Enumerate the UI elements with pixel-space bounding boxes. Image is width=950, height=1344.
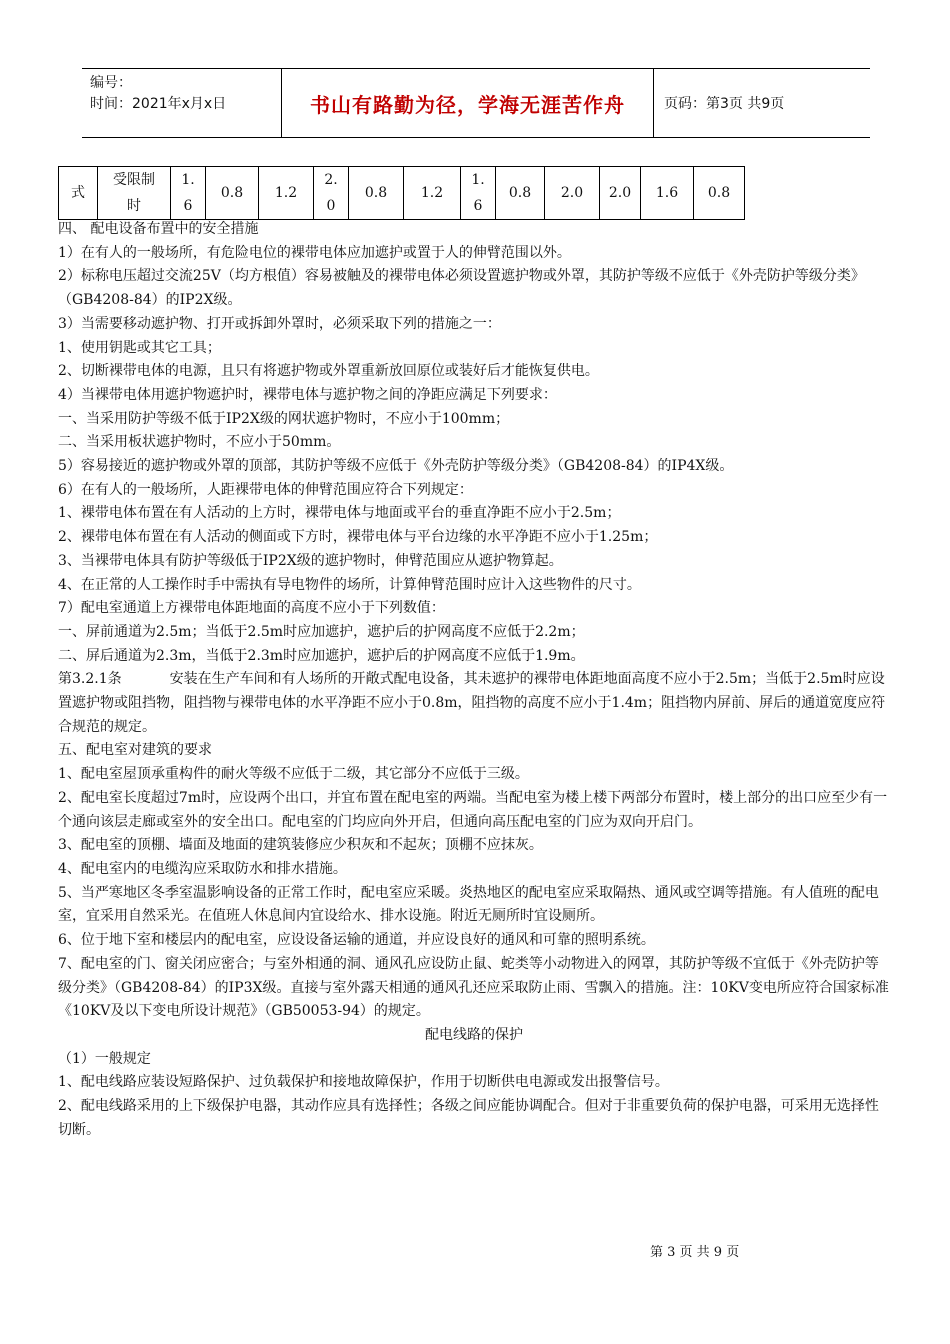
document-body (58, 218, 890, 1142)
table-cell: 0.8 (694, 167, 745, 220)
subsection-heading: （1）一般规定 (58, 1050, 151, 1067)
paragraph: 6）在有人的一般场所，人距裸带电体的伸臂范围应符合下列规定： (58, 481, 473, 498)
paragraph: 4、在正常的人工操作时手中需执有导电物件的场所，计算伸臂范围时应计入这些物件的尺寸。 (58, 576, 641, 593)
section-heading: 五、配电室对建筑的要求 (58, 742, 212, 759)
header-page-info: 页码：第3页 共9页 (664, 96, 785, 112)
paragraph: 一、屏前通道为2.5m；当低于2.5m时应加遮护，遮护后的护网高度不应低于2.2m； (58, 623, 585, 640)
paragraph: 二、当采用板状遮护物时，不应小于50mm。 (58, 434, 341, 451)
article-paragraph (58, 668, 890, 739)
table-cell: 2. 0 (314, 167, 349, 220)
paragraph: 3、配电室的顶棚、墙面及地面的建筑装修应少积灰和不起灰；顶棚不应抹灰。 (58, 837, 543, 854)
paragraph: 7、配电室的门、窗关闭应密合；与室外相通的洞、通风孔应设防止鼠、蛇类等小动物进入的网罩，其防护等级不宜低于《外壳防护等级分类》（GB4208-84）的IP3X级。直接与室外露天相通的通风孔还应采取防止雨、雪飘入的措施。注：10KV变电所应符合国家标准《10KV及以下变电所设计规范》（GB50053-94）的规定。 (58, 955, 889, 1020)
article-label: 第3.2.1条 (58, 671, 122, 688)
table-cell: 式 (59, 167, 98, 220)
paragraph: 二、屏后通道为2.3m，当低于2.3m时应加遮护，遮护后的护网高度不应低于1.9m。 (58, 647, 585, 664)
paragraph: 1、配电室屋顶承重构件的耐火等级不应低于二级，其它部分不应低于三级。 (58, 766, 529, 783)
paragraph: 1、裸带电体布置在有人活动的上方时，裸带电体与地面或平台的垂直净距不应小于2.5m； (58, 505, 621, 522)
table-cell: 0.8 (206, 167, 259, 220)
paragraph: 5、当严寒地区冬季室温影响设备的正常工作时，配电室应采暖。炎热地区的配电室应采取隔热、通风或空调等措施。有人值班的配电室，宜采用自然采光。在值班人休息间内宜设给水、排水设施。附近无厕所时宜设厕所。 (58, 884, 879, 925)
header-motto: 书山有路勤为径，学海无涯苦作舟 (310, 92, 625, 117)
paragraph: 3）当需要移动遮护物、打开或拆卸外罩时，必须采取下列的措施之一： (58, 315, 501, 332)
paragraph: 7）配电室通道上方裸带电体距地面的高度不应小于下列数值： (58, 600, 445, 617)
table-cell: 1.2 (404, 167, 461, 220)
paragraph: 2、配电室长度超过7m时，应设两个出口，并宜布置在配电室的两端。当配电室为楼上楼下两部分布置时，楼上部分的出口应至少有一个通向该层走廊或室外的安全出口。配电室的门均应向外开启，但通向高压配电室的门应为双向开启门。 (58, 789, 888, 830)
paragraph: 1、使用钥匙或其它工具； (58, 339, 221, 356)
document-date: 时间：2021年x月x日 (90, 96, 227, 112)
table-cell: 1. 6 (171, 167, 206, 220)
paragraph: 6、位于地下室和楼层内的配电室，应设设备运输的通道，并应设良好的通风和可靠的照明系统。 (58, 932, 655, 949)
paragraph: 2、配电线路采用的上下级保护电器，其动作应具有选择性；各级之间应能协调配合。但对于非重要负荷的保护电器，可采用无选择性切断。 (58, 1098, 879, 1138)
table-cell: 1. 6 (461, 167, 496, 220)
table-cell: 受限制 时 (98, 167, 171, 220)
paragraph: 3、当裸带电体具有防护等级低于IP2X级的遮护物时，伸臂范围应从遮护物算起。 (58, 552, 563, 569)
paragraph: 2）标称电压超过交流25V（均方根值）容易被触及的裸带电体必须设置遮护物或外罩，其防护等级不应低于《外壳防护等级分类》（GB4208-84）的IP2X级。 (58, 268, 865, 309)
table-cell: 0.8 (496, 167, 545, 220)
paragraph: 4、配电室内的电缆沟应采取防水和排水措施。 (58, 860, 347, 877)
table-row (59, 167, 745, 220)
document-number-label: 编号： (90, 75, 132, 91)
page-header (82, 68, 870, 138)
section-heading: 四、 配电设备布置中的安全措施 (58, 221, 259, 237)
distance-table (58, 166, 745, 220)
paragraph: 1）在有人的一般场所，有危险电位的裸带电体应加遮护或置于人的伸臂范围以外。 (58, 244, 571, 261)
table-cell: 2.0 (600, 167, 641, 220)
paragraph: 2、切断裸带电体的电源，且只有将遮护物或外罩重新放回原位或装好后才能恢复供电。 (58, 363, 599, 380)
header-meta (82, 69, 282, 137)
table-cell: 2.0 (545, 167, 600, 220)
paragraph: 一、当采用防护等级不低于IP2X级的网状遮护物时，不应小于100mm； (58, 410, 510, 427)
table-cell: 0.8 (349, 167, 404, 220)
paragraph: 4）当裸带电体用遮护物遮护时，裸带电体与遮护物之间的净距应满足下列要求： (58, 386, 557, 403)
paragraph: 2、裸带电体布置在有人活动的侧面或下方时，裸带电体与平台边缘的水平净距不应小于1.25m； (58, 529, 658, 546)
header-motto-cell (282, 69, 654, 137)
paragraph: 5）容易接近的遮护物或外罩的顶部，其防护等级不应低于《外壳防护等级分类》（GB4208-84）的IP4X级。 (58, 458, 734, 475)
footer-page-number: 第 3 页 共 9 页 (650, 1245, 740, 1260)
paragraph: 1、配电线路应装设短路保护、过负载保护和接地故障保护，作用于切断供电电源或发出报警信号。 (58, 1074, 669, 1091)
article-text: 安装在生产车间和有人场所的开敞式配电设备，其未遮护的裸带电体距地面高度不应小于2.5m；当低于2.5m时应设置遮护物或阻挡物，阻挡物与裸带电体的水平净距不应小于0.8m，阻挡物的高度不应小于1.4m；阻挡物内屏前、屏后的通道宽度应符合规范的规定。 (58, 671, 886, 735)
section-title: 配电线路的保护 (425, 1026, 523, 1043)
table-cell: 1.6 (641, 167, 694, 220)
table-cell: 1.2 (259, 167, 314, 220)
